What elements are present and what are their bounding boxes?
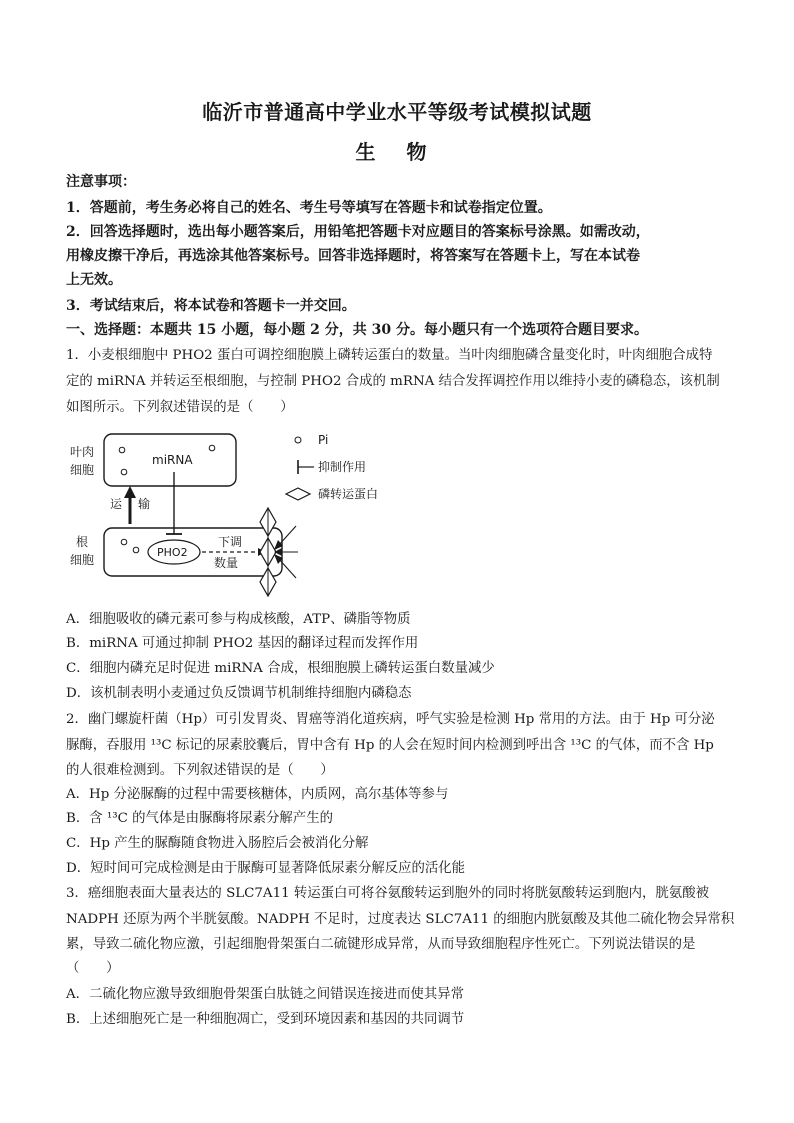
root-cell-label: 根 [76,535,89,549]
legend-transporter-label: 磷转运蛋白 [318,487,379,501]
legend-inhibition-label: 抑制作用 [318,460,367,474]
option: B．miRNA 可通过抑制 PHO2 基因的翻译过程而发挥作用 [66,636,419,651]
pi-uptake-arrow [278,526,296,546]
legend-transporter-icon [286,488,310,500]
pi-dot [209,445,215,451]
pi-dot [121,539,127,545]
notice-heading: 注意事项： [66,174,136,190]
question-stem: NADPH 还原为两个半胱氨酸。NADPH 不足时，过度表达 SLC7A11 的细胞内胱氨酸及其他二硫化物会异常积 [66,912,735,927]
pho2-label: PHO2 [157,546,188,559]
notice-item: 1．答题前，考生务必将自己的姓名、考生号等填写在答题卡和试卷指定位置。 [66,200,552,216]
pi-dot [119,447,125,453]
option: A．Hp 分泌脲酶的过程中需要核糖体，内质网，高尔基体等参与 [66,787,449,802]
leaf-cell-label: 细胞 [70,463,95,477]
option: A．二硫化物应激导致细胞骨架蛋白肽链之间错误连接进而使其异常 [66,987,464,1002]
question-stem: （ ） [66,961,120,976]
section-heading: 一、选择题：本题共 15 小题，每小题 2 分，共 30 分。每小题只有一个选项符合题目要求。 [66,322,648,338]
root-cell-label: 细胞 [70,553,95,567]
pi-dot [133,547,139,553]
question-stem: 定的 miRNA 并转运至根细胞，与控制 PHO2 合成的 mRNA 结合发挥调控作用以维持小麦的磷稳态，该机制 [66,374,720,389]
question-stem: 1．小麦根细胞中 PHO2 蛋白可调控细胞膜上磷转运蛋白的数量。当叶肉细胞磷含量变化时，叶肉细胞合成特 [66,348,713,363]
question-stem: 3．癌细胞表面大量表达的 SLC7A11 转运蛋白可将谷氨酸转运到胞外的同时将胱氨酸转运到胞内，胱氨酸被 [66,886,709,901]
option: D．该机制表明小麦通过负反馈调节机制维持细胞内磷稳态 [66,686,412,701]
option: D．短时间可完成检测是由于脲酶可显著降低尿素分解反应的活化能 [66,861,466,876]
question-stem: 脲酶，吞服用 ¹³C 标记的尿素胶囊后，胃中含有 Hp 的人会在短时间内检测到呼出含 ¹³C 的气体，而不含 Hp [66,738,714,753]
option: C．细胞内磷充足时促进 miRNA 合成，根细胞膜上磷转运蛋白数量减少 [66,661,495,676]
question-stem: 2．幽门螺旋杆菌（Hp）可引发胃炎、胃癌等消化道疾病，呼气实验是检测 Hp 常用的方法。由于 Hp 可分泌 [66,712,715,727]
option: C．Hp 产生的脲酶随食物进入肠腔后会被消化分解 [66,836,369,851]
exam-title: 临沂市普通高中学业水平等级考试模拟试题 [202,100,592,124]
transport-label: 运 [110,497,123,511]
transport-arrowhead [124,486,136,498]
mirna-label: miRNA [152,453,193,467]
question-stem: 的人很难检测到。下列叙述错误的是（ ） [66,763,334,778]
question-stem: 如图所示。下列叙述错误的是（ ） [66,400,294,415]
phosphate-regulation-diagram [62,428,402,600]
legend-pi-label: Pi [318,433,329,447]
question-stem: 累，导致二硫化物应激，引起细胞骨架蛋白二硫键形成异常，从而导致细胞程序性死亡。下列说法错误的是 [66,937,696,952]
option: B．含 ¹³C 的气体是由脲酶将尿素分解产生的 [66,811,333,826]
transport-label: 输 [138,497,151,511]
pi-uptake-arrow [278,558,296,578]
pi-dot [121,469,127,475]
notice-item: 2．回答选择题时，选出每小题答案后，用铅笔把答题卡对应题目的答案标号涂黑。如需改动， [66,224,650,240]
legend-pi-icon [295,437,301,443]
notice-item: 用橡皮擦干净后，再选涂其他答案标号。回答非选择题时，将答案写在答题卡上，写在本试卷 [66,248,640,264]
option: B．上述细胞死亡是一种细胞凋亡，受到环境因素和基因的共同调节 [66,1012,465,1027]
option: A．细胞吸收的磷元素可参与构成核酸，ATP、磷脂等物质 [66,612,411,627]
subject-title: 生 物 [355,140,439,164]
notice-item: 3．考试结束后，将本试卷和答题卡一并交回。 [66,298,356,314]
leaf-cell-label: 叶肉 [70,445,95,459]
root-cell [104,528,282,576]
downregulate-label: 下调 [218,535,243,549]
downregulate-label: 数量 [214,556,239,570]
notice-item: 上无效。 [66,272,122,288]
